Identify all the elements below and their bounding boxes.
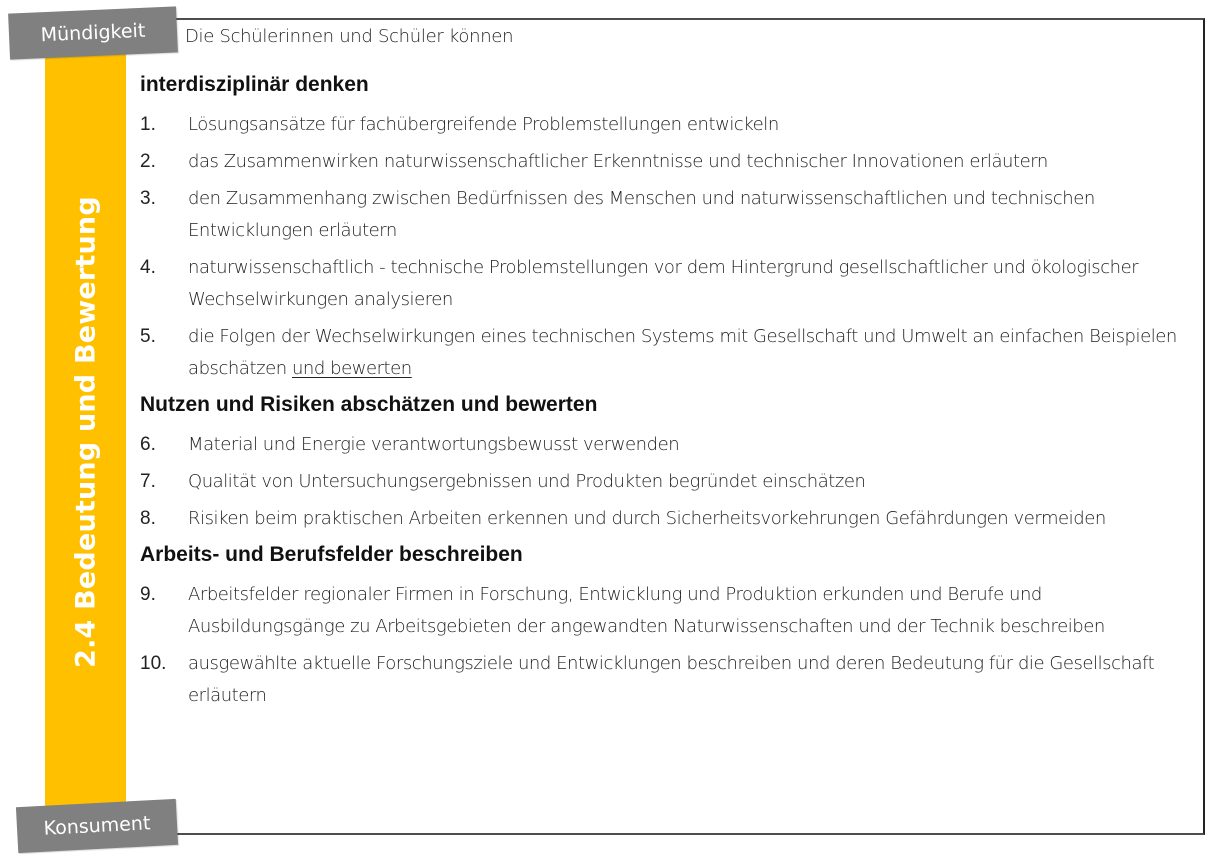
item-number: 2. xyxy=(140,151,156,172)
tag-muendigkeit xyxy=(8,6,178,59)
list-item xyxy=(140,109,1195,141)
competence-list xyxy=(140,68,1195,717)
item-text: Risiken beim praktischen Arbeiten erkennen und durch Sicherheitsvorkehrungen Gefährdungen vermeiden xyxy=(188,508,1106,529)
item-number: 4. xyxy=(140,257,156,278)
list-item xyxy=(140,648,1195,712)
competence-area-label: 2.4 Bedeutung und Bewertung xyxy=(70,196,101,668)
tag-bottom-label: Konsument xyxy=(43,812,151,840)
list-item xyxy=(140,429,1195,461)
item-text xyxy=(188,321,1195,385)
item-number: 6. xyxy=(140,434,156,455)
item-number: 5. xyxy=(140,326,156,347)
item-number: 1. xyxy=(140,114,156,135)
tag-top-label: Mündigkeit xyxy=(40,19,146,47)
item-text: Material und Energie verantwortungsbewusst verwenden xyxy=(188,434,680,455)
item-text-underlined: und bewerten xyxy=(291,358,412,379)
section-title-interdisziplinaer: interdisziplinär denken xyxy=(140,73,369,96)
item-text: Qualität von Untersuchungsergebnissen und Produkten begründet einschätzen xyxy=(188,471,866,492)
item-text: Lösungsansätze für fachübergreifende Problemstellungen entwickeln xyxy=(188,114,779,135)
item-number: 8. xyxy=(140,508,156,529)
tag-konsument xyxy=(16,799,178,853)
item-number: 3. xyxy=(140,188,156,209)
item-text: naturwissenschaftlich - technische Problemstellungen vor dem Hintergrund gesellschaftlicher und ökologischer Wechselwirkungen analysieren xyxy=(188,257,1139,310)
item-number: 9. xyxy=(140,584,156,605)
competence-side-bar xyxy=(45,52,126,812)
item-text: Arbeitsfelder regionaler Firmen in Forschung, Entwicklung und Produktion erkunden und Berufe und Ausbildungsgänge zu Arbeitsgebieten der angewandten Naturwissenschaften und der Technik beschreiben xyxy=(188,584,1105,637)
item-text: ausgewählte aktuelle Forschungsziele und Entwicklungen beschreiben und deren Bedeutung für die Gesellschaft erläutern xyxy=(188,653,1155,706)
list-item xyxy=(140,579,1195,643)
list-item xyxy=(140,321,1195,385)
item-number: 10. xyxy=(140,653,167,674)
list-item xyxy=(140,146,1195,178)
intro-text: Die Schülerinnen und Schüler können xyxy=(185,26,514,47)
list-item xyxy=(140,252,1195,316)
list-item xyxy=(140,503,1195,535)
list-item xyxy=(140,183,1195,247)
item-text: das Zusammenwirken naturwissenschaftlicher Erkenntnisse und technischer Innovationen erläutern xyxy=(188,151,1048,172)
item-number: 7. xyxy=(140,471,156,492)
section-title-arbeits-berufsfelder: Arbeits- und Berufsfelder beschreiben xyxy=(140,543,523,566)
list-item xyxy=(140,466,1195,498)
item-text: den Zusammenhang zwischen Bedürfnissen des Menschen und naturwissenschaftlichen und technischen Entwicklungen erläutern xyxy=(188,188,1095,241)
item-text-main: die Folgen der Wechselwirkungen eines technischen Systems mit Gesellschaft und Umwelt an einfachen Beispielen abschätzen xyxy=(188,326,1177,379)
section-title-nutzen-risiken: Nutzen und Risiken abschätzen und bewerten xyxy=(140,393,598,416)
